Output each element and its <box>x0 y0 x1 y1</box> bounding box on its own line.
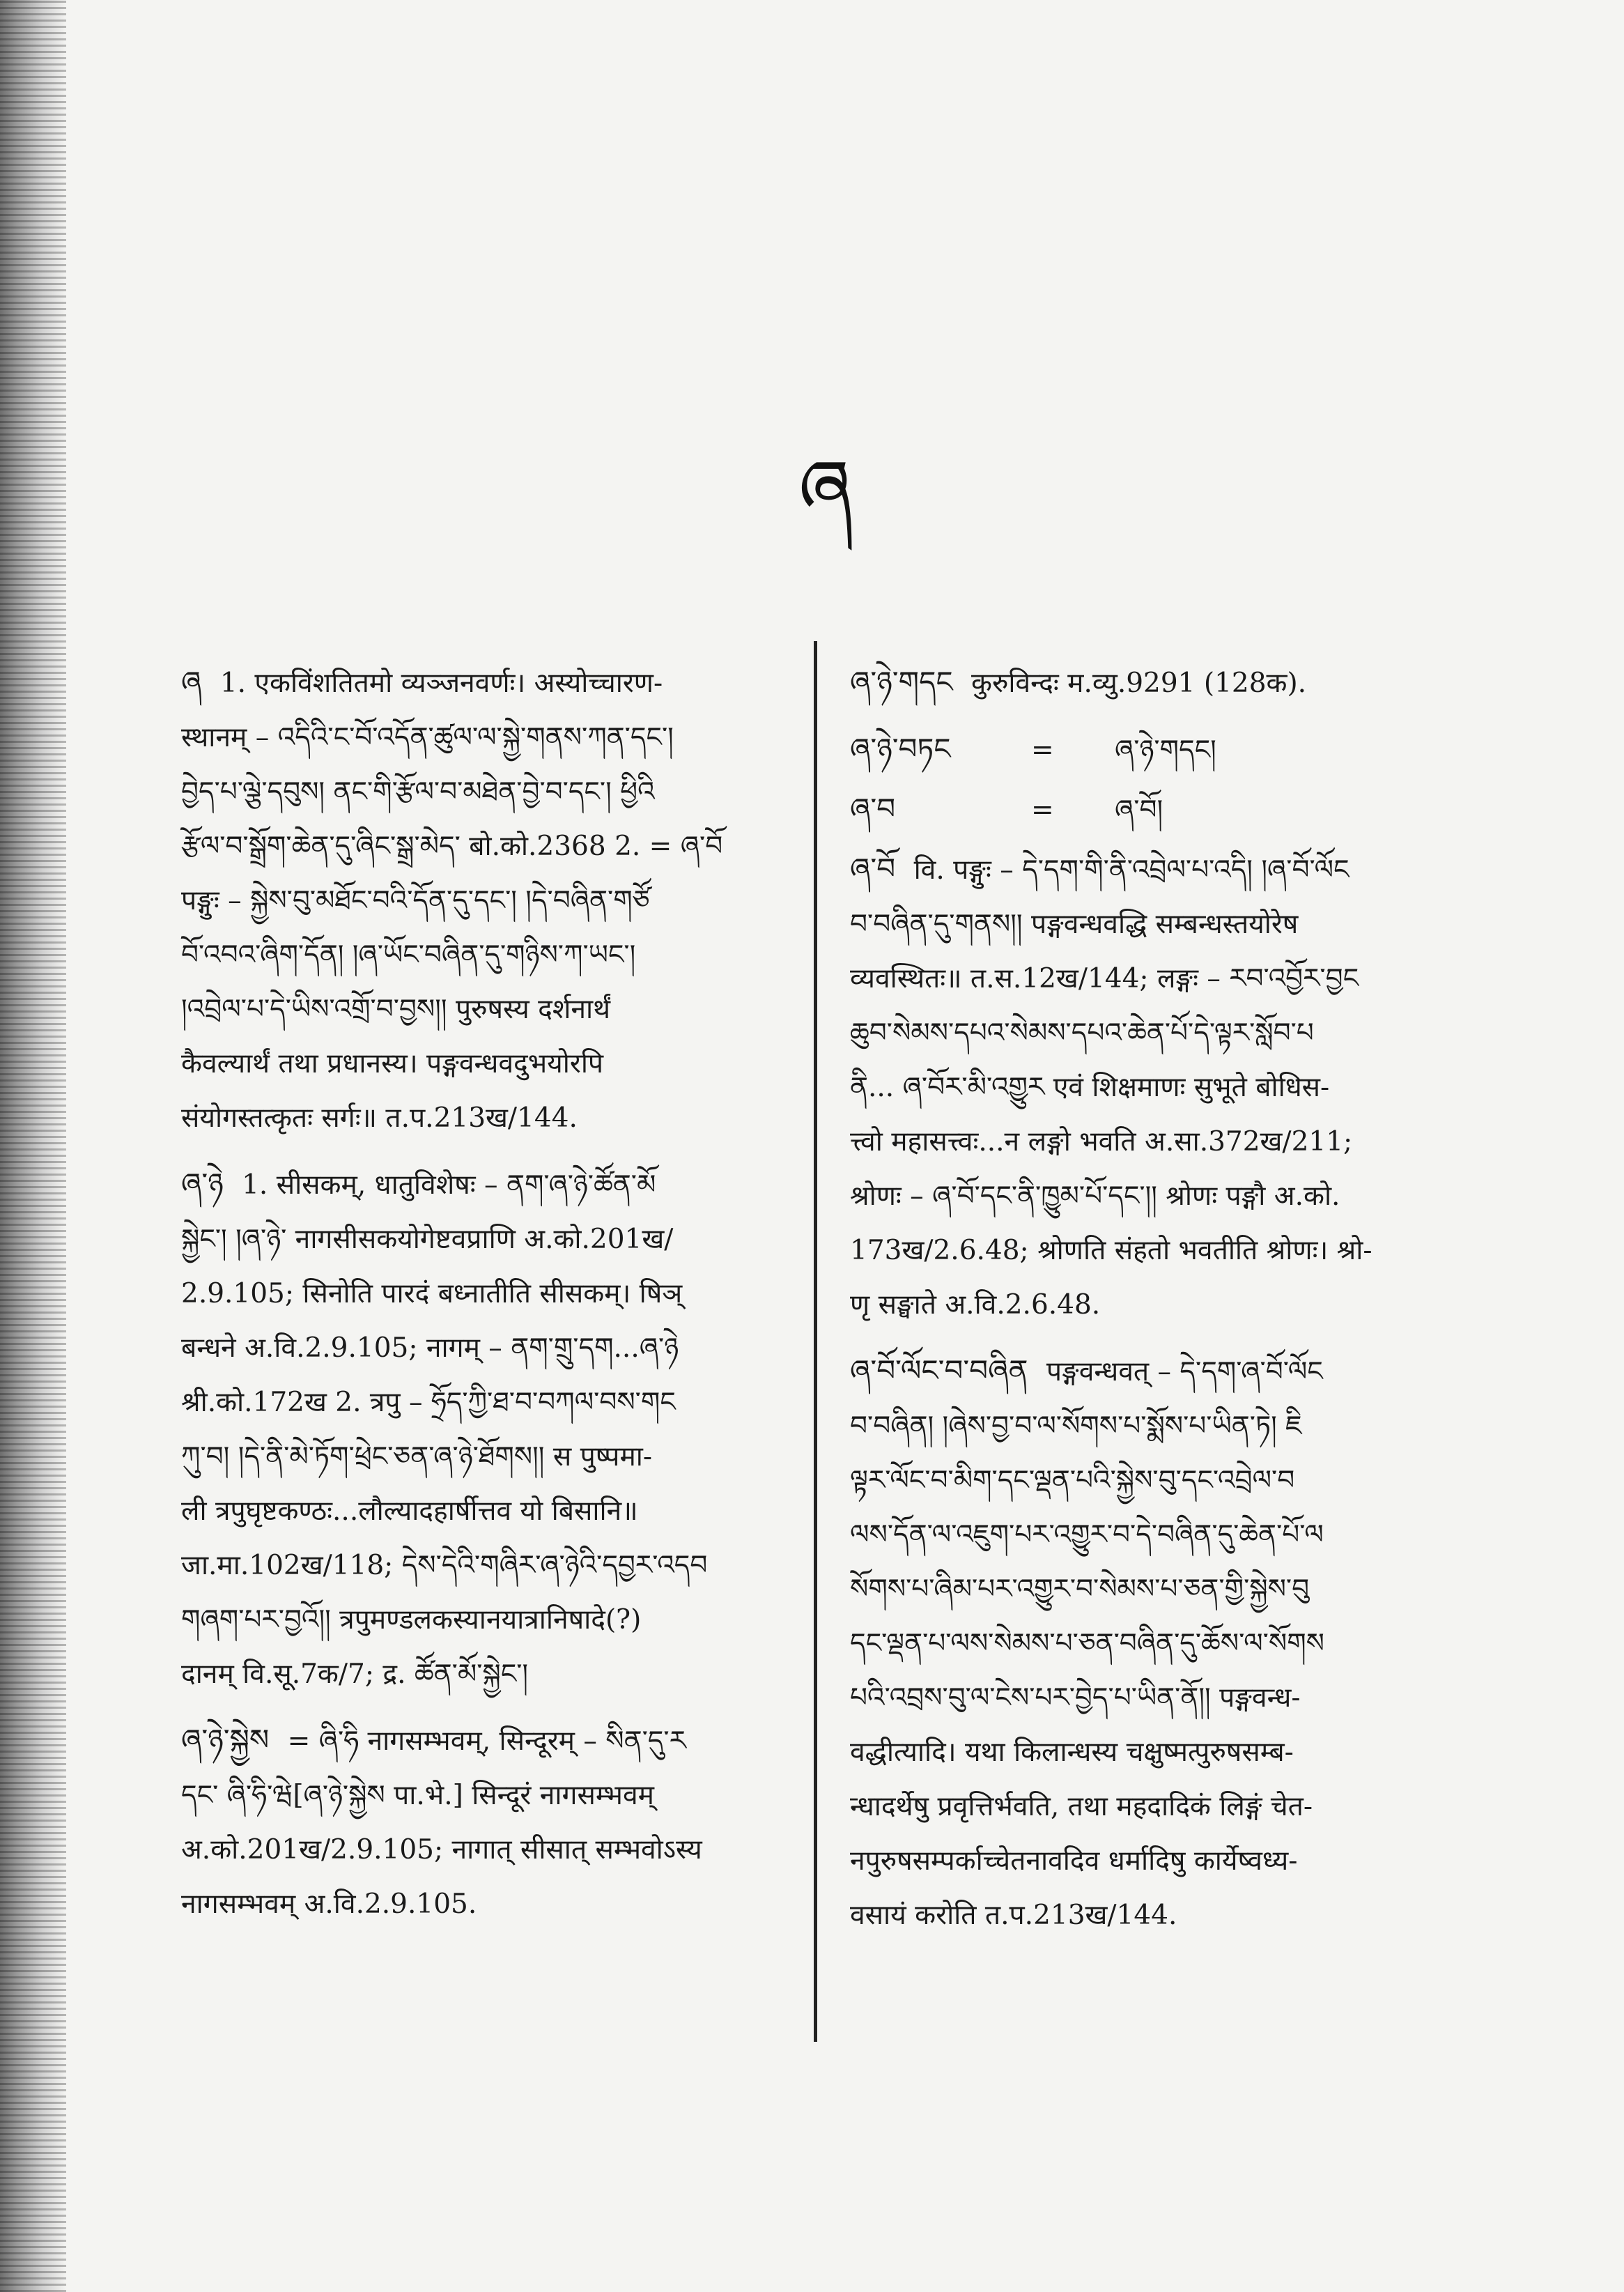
entry-line: རྩོལ་བ་སྒྲོག་ཆེན་དུ་ཞིང་སྒྲ་མེད་ बो.को.2368 2. = ཞ་བོ <box>181 831 723 862</box>
entry-line: དང་ ཞི་ཧི་ཝེ[ཞ་ཉེ་སྐྱེས पा.भे.] सिन्दूरं नागसम्भवम् <box>181 1780 654 1811</box>
dictionary-entry <box>181 655 808 1146</box>
entry-line: 2.9.105; सिनोति पारदं बध्नातीति सीसकम्। षिञ् <box>181 1278 683 1309</box>
entry-line: नागसम्भवम् अ.वि.2.9.105. <box>181 1889 477 1920</box>
xref-term: ཞ་ཉེ་བཏང <box>850 732 951 766</box>
xref-target: ཞ་བོ། <box>1115 794 1163 826</box>
entry-line: दानम् वि.सू.7क/7; द्र. ཚོན་མོ་སྐྱེང་། <box>181 1659 529 1690</box>
dictionary-entry <box>850 842 1512 1332</box>
entry-line: དང་ལྡན་པ་ལས་སེམས་པ་ཅན་བཞིན་དུ་ཆོས་ལ་སོགས <box>850 1628 1324 1659</box>
entry-line: संयोगस्तत्कृतः सर्गः॥ त.प.213ख/144. <box>181 1102 578 1134</box>
cross-reference <box>850 722 1512 778</box>
entry-line: बन्धने अ.वि.2.9.105; नागम् – ནག་གྲུ་དག...ཞ་ཉེ <box>181 1332 679 1364</box>
entry-line: वि. पङ्गुः – དེ་དག་གི་ནི་འབྲེལ་པ་འདི། །ཞ་བོ་ལོང <box>913 854 1350 886</box>
entry-line: 1. एकविंशतितमो व्यञ्जनवर्णः। अस्योच्चारण- <box>219 668 663 699</box>
dictionary-entry <box>850 655 1512 711</box>
entry-line: ལྟར་ལོང་བ་མིག་དང་ལྡན་པའི་སྐྱེས་བུ་དང་འབྲེལ་བ <box>850 1465 1295 1496</box>
entry-line: अ.को.201ख/2.9.105; नागात् सीसात् सम्भवोऽस्य <box>181 1834 702 1866</box>
entry-line: 1. सीसकम्, धातुविशेषः – ནག་ཞ་ཉེ་ཚོན་མོ <box>242 1169 656 1201</box>
left-column <box>181 655 808 1943</box>
xref-equals: = <box>1031 794 1054 826</box>
entry-line: 173ख/2.6.48; श्रोणति संहतो भवतीति श्रोणः। श्रो- <box>850 1235 1372 1266</box>
entry-line: ལས་དོན་ལ་འཇུག་པར་འགྱུར་བ་དེ་བཞིན་དུ་ཆེན་པོ་ལ <box>850 1519 1324 1551</box>
entry-line: པའི་འབྲས་བུ་ལ་ངེས་པར་བྱེད་པ་ཡིན་ནོ།། पङ्गवन्ध- <box>850 1682 1301 1714</box>
entry-line: न्धादर्थेषु प्रवृत्तिर्भवति, तथा महदादिकं लिङ्गं चेत- <box>850 1791 1313 1822</box>
dictionary-entry <box>850 1344 1512 1943</box>
entry-headword: ཞ <box>181 665 202 699</box>
right-column <box>850 655 1512 1954</box>
entry-headword: ཞ་ཉེ་སྐྱེས <box>181 1723 270 1757</box>
entry-line: पङ्गुः – སྐྱེས་བུ་མཐོང་བའི་དོན་དུ་དང་། །དེ་བཞིན་གཙོ <box>181 885 650 916</box>
entry-line: स्थानम् – འདིའི་ང་བོ་འདོན་ཚུལ་ལ་སྐྱེ་གནས་ཀན་དང་། <box>181 722 674 753</box>
entry-line: नपुरुषसम्पर्काच्चेतनावदिव धर्मादिषु कार्येष्वध्य- <box>850 1845 1298 1877</box>
entry-line: ली त्रपुघृष्टकण्ठः...लौल्यादहार्षीत्तव यो बिसानि॥ <box>181 1495 638 1527</box>
section-heading-letter: ཞ <box>798 443 853 532</box>
xref-equals: = <box>1031 734 1054 766</box>
dictionary-entry <box>181 1713 808 1932</box>
entry-line: कैवल्यार्थं तथा प्रधानस्य। पङ्गवन्धवदुभयोरपि <box>181 1048 604 1079</box>
entry-line: श्रोणः – ཞ་བོ་དང་ནི་ཁྱུམ་པོ་དང་།། श्रोणः पङ्गौ अ.को. <box>850 1180 1340 1212</box>
dictionary-entry <box>181 1157 808 1702</box>
entry-line: वसायं करोति त.प.213ख/144. <box>850 1900 1177 1931</box>
entry-line: བ་བཞིན། །ཞེས་བྱ་བ་ལ་སོགས་པ་སྨོས་པ་ཡིན་ཏེ། ཇི <box>850 1410 1302 1442</box>
entry-line: བྱེད་པ་ལྕེ་དབུས། ནང་གི་རྩོལ་བ་མཐེན་བྱེ་བ་དང་། ཕྱིའི <box>181 776 655 808</box>
scan-binding-edge <box>0 0 66 2292</box>
entry-line: = ཞི་ཧི नागसम्भवम्, सिन्दूरम् – སིན་དུ་ར <box>287 1725 686 1757</box>
cross-reference <box>850 782 1512 838</box>
entry-line: ནི... ཞ་བོར་མི་འགྱུར एवं शिक्षमाणः सुभूते बोधिस- <box>850 1072 1330 1103</box>
xref-target: ཞ་ཉེ་གདང། <box>1115 734 1216 766</box>
entry-headword: ཞ་ཉེ <box>181 1167 224 1201</box>
entry-line: कुरुविन्दः म.व्यु.9291 (128क). <box>971 668 1307 699</box>
entry-line: སྐྱེང་། །ཞ་ཉེ་ नागसीसकयोगेष्टवप्राणि अ.को.201ख/ <box>181 1224 674 1255</box>
entry-line: वद्धीत्यादि। यथा किलान्धस्य चक्षुष्मत्पुरुषसम्ब- <box>850 1737 1294 1768</box>
entry-line: བ་བཞིན་དུ་གནས།། पङ्गवन्धवद्धि सम्बन्धस्तयोरेष <box>850 909 1299 940</box>
entry-line: ཀུ་བ། །དེ་ནི་མེ་ཏོག་ཕྲེང་ཅན་ཞ་ཉེ་ཐོགས།། स पुष्पमा- <box>181 1441 653 1472</box>
entry-line: སོགས་པ་ཞིམ་པར་འགྱུར་བ་སེམས་པ་ཅན་གྱི་སྐྱེས་བུ <box>850 1574 1310 1605</box>
entry-line: གཞག་པར་བྱའོ།། त्रपुमण्डलकस्यानयात्रानिषादे(?) <box>181 1604 642 1636</box>
entry-headword: ཞ་ཉེ་གདང <box>850 665 953 699</box>
entry-line: श्री.को.172ख 2. त्रपु – ཧྲོད་ཀྱི་ཐ་བ་བཀལ་བས་གང <box>181 1387 676 1418</box>
entry-line: व्यवस्थितः॥ त.स.12ख/144; लङ्गः – རབ་འབྱོར་བྱང <box>850 963 1359 994</box>
entry-line: བོ་འབའ་ཞིག་དོན། །ཞ་ཡོང་བཞིན་དུ་གཉིས་ཀ་ཡང་། <box>181 939 636 971</box>
entry-line: णृ सङ्घाते अ.वि.2.6.48. <box>850 1289 1101 1321</box>
entry-line: ཆུབ་སེམས་དཔའ་སེམས་དཔའ་ཆེན་པོ་དེ་ལྟར་སློབ་པ <box>850 1017 1314 1049</box>
column-divider <box>814 641 817 2042</box>
entry-line: जा.मा.102ख/118; དེས་དེའི་གཞིར་ཞ་ཉེའི་དབྱར་འདབ <box>181 1550 708 1581</box>
entry-headword: ཞ་བོ་ལོང་བ་བཞིན <box>850 1353 1028 1387</box>
entry-line: त्त्वो महासत्त्वः...न लङ्गो भवति अ.सा.372ख/211; <box>850 1126 1353 1157</box>
xref-term: ཞ་བ <box>850 792 896 826</box>
entry-line: །འབྲེལ་པ་དེ་ཡིས་འགྲོ་བ་བྱས།། पुरुषस्य दर्शनार्थं <box>181 994 611 1025</box>
entry-line: पङ्गवन्धवत् – དེ་དག་ཞ་བོ་ལོང <box>1046 1356 1323 1387</box>
entry-headword: ཞ་བོ <box>850 852 896 886</box>
